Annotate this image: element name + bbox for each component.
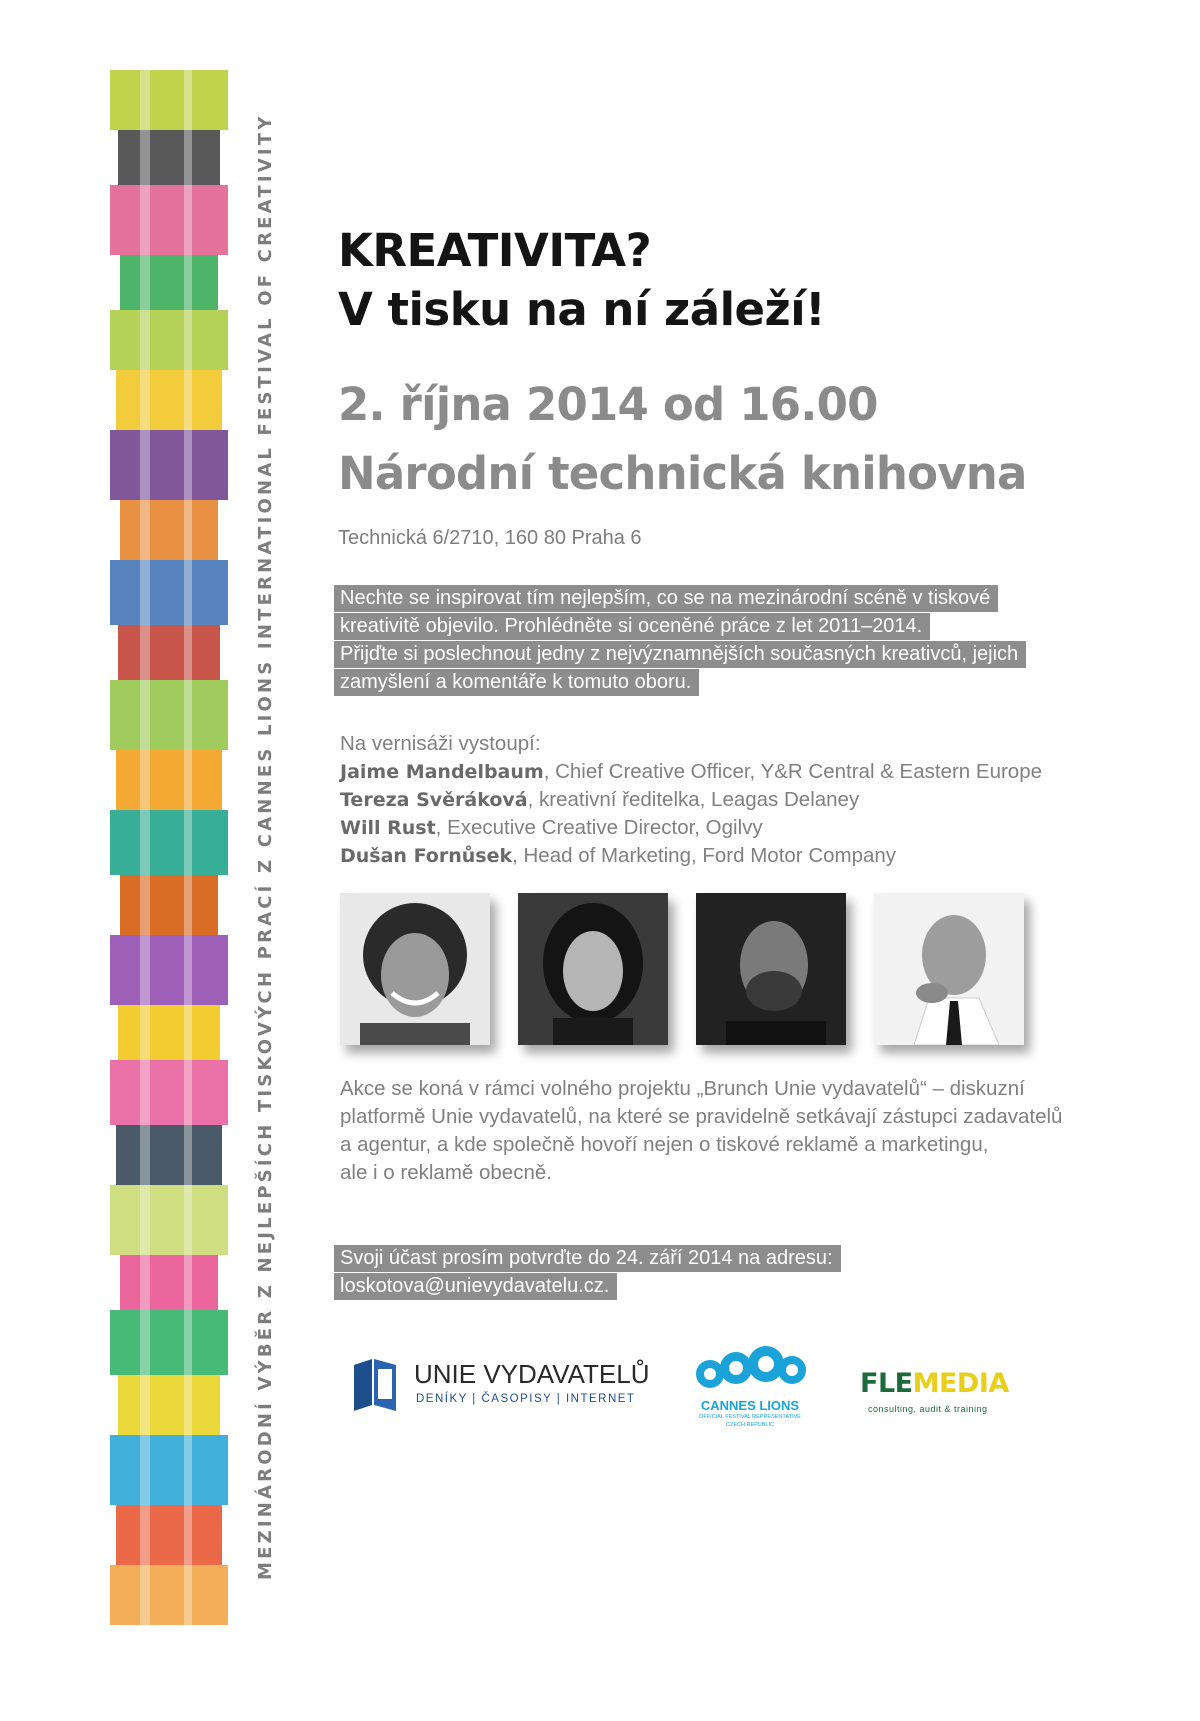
speaker-photo-jaime-mandelbaum bbox=[340, 893, 490, 1045]
about-line: a agentur, a kde společně hovoří nejen o tiskové reklamě a marketingu, bbox=[340, 1133, 989, 1156]
cannes-lions-logo bbox=[690, 1340, 810, 1435]
cannes-logo-tagline: OFFICIAL FESTIVAL REPRESENTATIVE bbox=[699, 1414, 801, 1420]
unie-vydavatelu-logo bbox=[352, 1355, 650, 1415]
cannes-logo-country: CZECH REPUBLIC bbox=[726, 1422, 774, 1428]
about-line: platformě Unie vydavatelů, na které se pravidelně setkávají zástupci zadavatelů bbox=[340, 1105, 1063, 1128]
speakers-heading: Na vernisáži vystoupí: bbox=[340, 732, 541, 755]
speaker-item bbox=[340, 758, 1042, 786]
event-date: 2. října 2014 od 16.00 bbox=[338, 378, 878, 431]
intro-line: Nechte se inspirovat tím nejlepším, co se na mezinárodní scéně v tiskové bbox=[334, 585, 998, 612]
speaker-item bbox=[340, 842, 896, 870]
speaker-name: Jaime Mandelbaum bbox=[340, 761, 544, 783]
speaker-photo-will-rust bbox=[696, 893, 846, 1045]
speaker-role: , Head of Marketing, Ford Motor Company bbox=[512, 844, 897, 867]
cannes-logo-name: CANNES LIONS bbox=[700, 1398, 800, 1413]
about-line: Akce se koná v rámci volného projektu „Brunch Unie vydavatelů“ – diskuzní bbox=[340, 1077, 1025, 1100]
speaker-name: Will Rust bbox=[340, 817, 436, 839]
speaker-name: Tereza Svěráková bbox=[340, 789, 528, 811]
rsvp-email[interactable]: loskotova@unievydavatelu.cz. bbox=[334, 1273, 617, 1300]
unie-logo-name: UNIE VYDAVATELŮ bbox=[414, 1359, 650, 1389]
rsvp-line: Svoji účast prosím potvrďte do 24. září 2014 na adresu: bbox=[334, 1245, 841, 1272]
unie-logo-tagline: DENÍKY | ČASOPISY | INTERNET bbox=[416, 1393, 636, 1405]
speaker-photo-tereza-sverakova bbox=[518, 893, 668, 1045]
intro-line: kreativitě objevilo. Prohlédněte si oceněné práce z let 2011–2014. bbox=[334, 613, 930, 640]
speaker-item bbox=[340, 814, 763, 842]
headline-line-1: KREATIVITA? bbox=[338, 224, 652, 277]
flemedia-logo-fle: FLE bbox=[860, 1368, 913, 1399]
event-venue: Národní technická knihovna bbox=[338, 447, 1027, 500]
about-line: ale i o reklamě obecně. bbox=[340, 1161, 552, 1184]
speaker-item bbox=[340, 786, 859, 814]
speaker-photo-dusan-fornusek bbox=[874, 893, 1024, 1045]
speaker-role: , kreativní ředitelka, Leagas Delaney bbox=[527, 788, 860, 811]
event-address: Technická 6/2710, 160 80 Praha 6 bbox=[338, 527, 642, 549]
flemedia-logo-tagline: consulting, audit & training bbox=[868, 1404, 988, 1414]
flemedia-logo-media: MEDIA bbox=[912, 1368, 1009, 1399]
intro-line: zamyšlení a komentáře k tomuto oboru. bbox=[334, 669, 699, 696]
side-caption: MEZINÁRODNÍ VÝBĚR Z NEJLEPŠÍCH TISKOVÝCH PRACÍ Z CANNES LIONS INTERNATIONAL FESTIVAL OF CREATIVITY bbox=[255, 113, 276, 1580]
speaker-role: , Chief Creative Officer, Y&R Central & Eastern Europe bbox=[543, 760, 1043, 783]
speaker-name: Dušan Fornůsek bbox=[340, 845, 513, 867]
creativity-word-collage bbox=[110, 70, 228, 1625]
speaker-role: , Executive Creative Director, Ogilvy bbox=[435, 816, 763, 839]
flemedia-logo bbox=[860, 1368, 1010, 1418]
headline-line-2: V tisku na ní záleží! bbox=[338, 283, 826, 336]
intro-line: Přijďte si poslechnout jedny z nejvýznamnějších současných kreativců, jejich bbox=[334, 641, 1026, 668]
